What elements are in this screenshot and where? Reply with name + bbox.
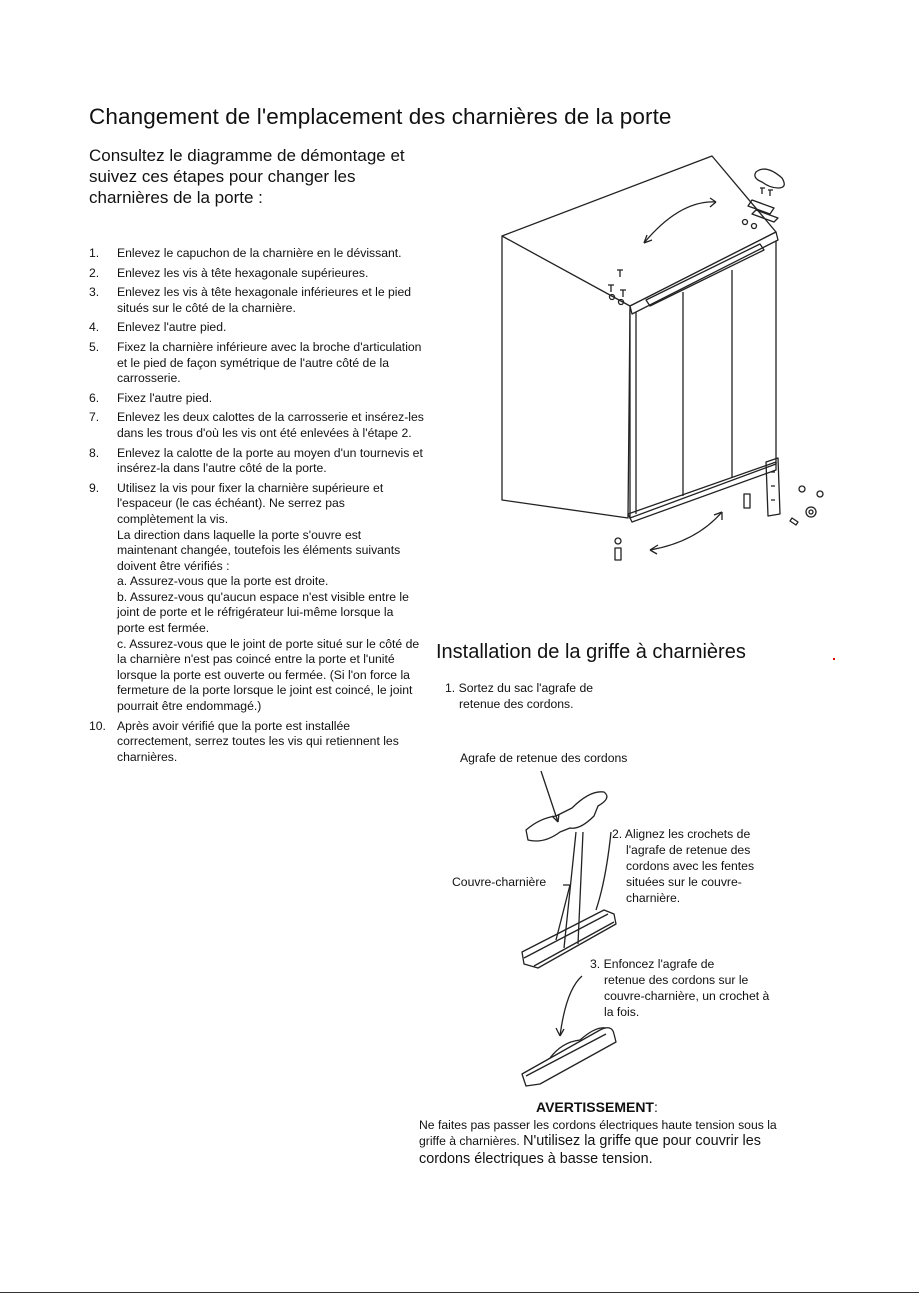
step-text: Enfoncez l'agrafe de [603, 957, 715, 971]
step-number: 3. [590, 957, 601, 971]
step-text: Fixez la charnière inférieure avec la broche d'articulation et le pied de façon symétrique de l'autre côté de la carrosserie. [117, 339, 422, 386]
step-text: retenue des cordons. [459, 697, 574, 711]
step-text: Sortez du sac l'agrafe de [458, 681, 593, 695]
step-number: 9. [89, 480, 100, 495]
step-number: 8. [89, 445, 100, 460]
note-line: La direction dans laquelle la porte s'ouvre est maintenant changée, toutefois les éléments suivants doivent être vérifiés : [117, 527, 401, 573]
note-line: b. Assurez-vous qu'aucun espace n'est visible entre le joint de porte et le réfrigérateur lui-même lorsque la porte est fermée. [117, 589, 409, 636]
step-number: 2. [89, 265, 100, 280]
warning-colon: : [653, 1099, 658, 1115]
section-title-griffe: Installation de la griffe à charnières [436, 641, 746, 663]
warning-text-large: N'utilisez la griffe [523, 1133, 632, 1149]
step-number: 4. [89, 320, 100, 335]
step-number: 7. [89, 410, 100, 425]
warning-text-large-cont: que pour couvrir les cordons électriques à basse tension. [419, 1133, 761, 1167]
step-text: Enlevez les vis à tête hexagonale inférieures et le pied situés sur le côté de la charnière. [117, 285, 412, 315]
step-text: Enlevez la calotte de la porte au moyen d'un tournevis et insérez-la dans l'autre côté de la porte. [117, 445, 423, 476]
note-line: c. Assurez-vous que le joint de porte situé sur le côté de la charnière n'est pas coincé entre la porte et l'unité lorsque la porte est ouverte ou fermée. (Si l'on force la fermeture de la porte lorsque le joint est coincé, le joint pourrait être endommagé.) [117, 636, 420, 714]
step-number: 2. [612, 827, 623, 841]
step-text: Enlevez le capuchon de la charnière en le dévissant. [117, 246, 402, 260]
cover-label: Couvre-charnière [452, 875, 547, 889]
step-text: Enlevez les vis à tête hexagonale supérieures. [117, 265, 369, 280]
step-number: 1. [445, 681, 456, 695]
warning-label: AVERTISSEMENT [536, 1099, 654, 1115]
step-text: Alignez les crochets de [624, 827, 751, 841]
step-number: 10. [89, 718, 106, 733]
step-text: retenue des cordons sur le couvre-charnière, un crochet à la fois. [604, 973, 770, 1019]
step-number: 5. [89, 339, 100, 354]
step-text: Enlevez l'autre pied. [117, 320, 227, 335]
warning-text-small: Ne faites pas passer les cordons électriques haute tension sous la griffe à charnières. [419, 1118, 777, 1148]
step-number: 1. [89, 246, 100, 260]
page-title: Changement de l'emplacement des charnières de la porte [89, 104, 672, 129]
step-number: 3. [89, 285, 100, 300]
intro-paragraph: Consultez le diagramme de démontage et suivez ces étapes pour changer les charnières de la porte : [89, 146, 405, 207]
step-text: Fixez l'autre pied. [117, 390, 213, 405]
note-line: a. Assurez-vous que la porte est droite. [117, 574, 329, 589]
step-text: Utilisez la vis pour fixer la charnière supérieure et l'espaceur (le cas échéant). Ne serrez pas complètement la vis. [117, 480, 384, 526]
step-number: 6. [89, 390, 100, 405]
step-text: l'agrafe de retenue des cordons avec les fentes situées sur le couvre-charnière. [626, 843, 755, 905]
step-text: Après avoir vérifié que la porte est installée correctement, serrez toutes les vis qui retiennent les charnières. [117, 718, 399, 764]
step-text: Enlevez les deux calottes de la carrosserie et insérez-les dans les trous d'où les vis ont été enlevées à l'étape 2. [117, 410, 424, 440]
footer-rule [0, 1292, 919, 1293]
clip-label: Agrafe de retenue des cordons [460, 751, 628, 765]
warning-title [536, 1099, 658, 1115]
warning-text [419, 1117, 789, 1168]
